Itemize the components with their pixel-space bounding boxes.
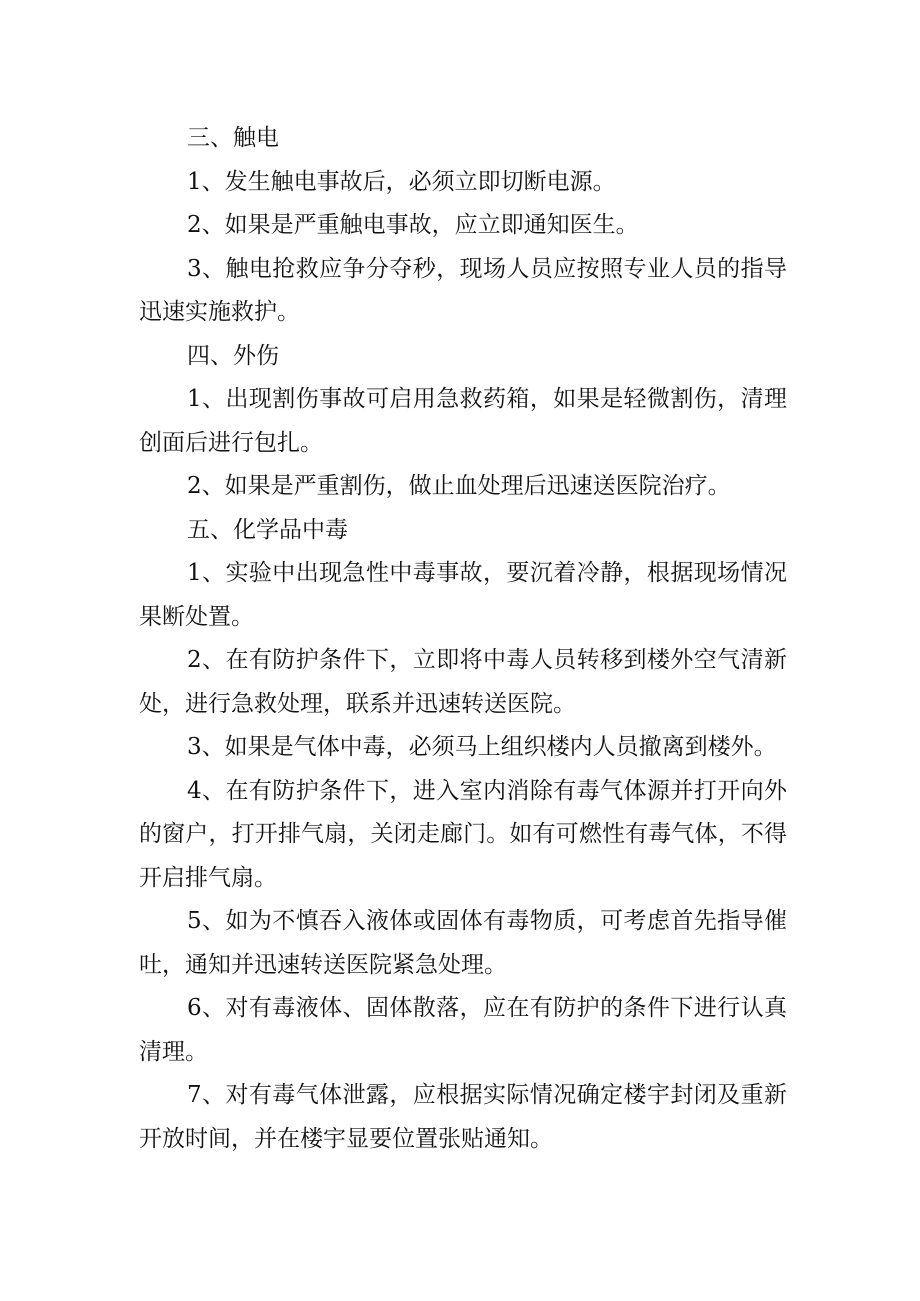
paragraph-chemical-2: 2、在有防护条件下，立即将中毒人员转移到楼外空气清新处，进行急救处理，联系并迅速转送医院。 [139,647,787,717]
section-heading-electric-shock: 三、触电 [187,125,279,151]
paragraph-injury-1: 1、出现割伤事故可启用急救药箱，如果是轻微割伤，清理创面后进行包扎。 [139,386,787,456]
paragraph-chemical-6: 6、对有毒液体、固体散落，应在有防护的条件下进行认真清理。 [139,995,787,1065]
paragraph-chemical-3: 3、如果是气体中毒，必须马上组织楼内人员撤离到楼外。 [187,734,777,760]
paragraph-chemical-7: 7、对有毒气体泄露，应根据实际情况确定楼宇封闭及重新开放时间，并在楼宇显要位置张贴通知。 [139,1082,787,1152]
paragraph-chemical-4: 4、在有防护条件下，进入室内消除有毒气体源并打开向外的窗户，打开排气扇，关闭走廊门。如有可燃性有毒气体，不得开启排气扇。 [139,777,787,891]
paragraph-shock-1: 1、发生触电事故后，必须立即切断电源。 [187,168,616,195]
paragraph-shock-2: 2、如果是严重触电事故，应立即通知医生。 [187,212,639,238]
paragraph-shock-3: 3、触电抢救应争分夺秒，现场人员应按照专业人员的指导迅速实施救护。 [139,255,787,325]
paragraph-chemical-1: 1、实验中出现急性中毒事故，要沉着冷静，根据现场情况果断处置。 [139,560,787,630]
section-heading-injury: 四、外伤 [187,342,279,369]
paragraph-chemical-5: 5、如为不慎吞入液体或固体有毒物质，可考虑首先指导催吐，通知并迅速转送医院紧急处理。 [139,908,787,978]
document-page [139,117,787,1161]
paragraph-injury-2: 2、如果是严重割伤，做止血处理后迅速送医院治疗。 [187,473,731,499]
section-heading-chemical-poisoning: 五、化学品中毒 [187,516,348,543]
